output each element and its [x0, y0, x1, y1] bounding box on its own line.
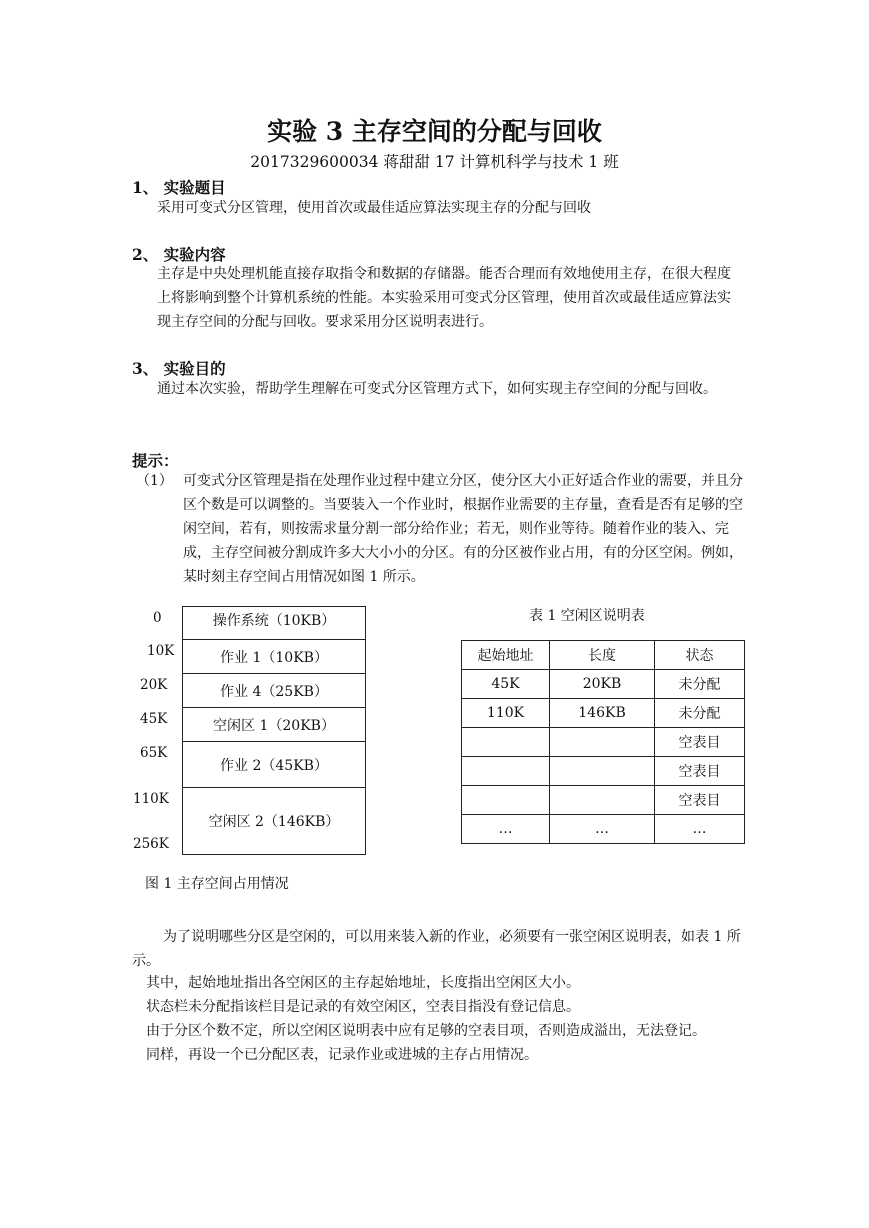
table-cell — [462, 786, 550, 815]
address-label: 65K — [140, 745, 168, 761]
table-cell — [550, 728, 655, 757]
address-label: 256K — [133, 836, 169, 852]
table-cell: 未分配 — [655, 699, 745, 728]
table-cell: … — [462, 815, 550, 844]
address-label: 45K — [140, 711, 168, 727]
section-3-heading: 3、 实验目的 — [132, 359, 226, 378]
memory-segment: 空闲区 2（146KB） — [208, 814, 340, 830]
section-2-heading: 2、 实验内容 — [132, 245, 226, 264]
table-cell: … — [655, 815, 745, 844]
table-row — [462, 815, 745, 844]
author-line: 2017329600034 蒋甜甜 17 计算机科学与技术 1 班 — [250, 153, 619, 171]
table-header-row — [462, 641, 745, 670]
address-label: 10K — [147, 643, 175, 659]
hint-heading: 提示： — [132, 451, 179, 470]
address-label: 20K — [140, 677, 168, 693]
table-cell — [462, 757, 550, 786]
table-row — [462, 728, 745, 757]
memory-segment: 操作系统（10KB） — [183, 607, 365, 640]
address-label: 110K — [133, 791, 169, 807]
table-header: 起始地址 — [462, 641, 550, 670]
page-title: 实验 3 主存空间的分配与回收 — [267, 117, 602, 146]
free-area-table — [461, 640, 745, 844]
hint-text: 可变式分区管理是指在处理作业过程中建立分区，使分区大小正好适合作业的需要，并且分区个数是可以调整的。当要装入一个作业时，根据作业需要的主存量，查看是否有足够的空闲空间，若有，则按需求量分割一部分给作业；若无，则作业等待。随着作业的装入、完成，主存空间被分割成许多大大小小的分区。有的分区被作业占用，有的分区空闲。例如，某时刻主存空间占用情况如图 1 所示。 — [183, 473, 743, 585]
memory-segment: 空闲区 1（20KB） — [183, 708, 365, 742]
table-cell: 空表目 — [655, 757, 745, 786]
body-line: 状态栏未分配指该栏目是记录的有效空闲区，空表目指没有登记信息。 — [146, 999, 580, 1015]
table-caption: 表 1 空闲区说明表 — [529, 608, 645, 624]
section-3-text: 通过本次实验，帮助学生理解在可变式分区管理方式下，如何实现主存空间的分配与回收。 — [157, 381, 717, 397]
section-1-text: 采用可变式分区管理，使用首次或最佳适应算法实现主存的分配与回收 — [157, 200, 591, 216]
table-cell: 110K — [462, 699, 550, 728]
memory-segment: 作业 1（10KB） — [183, 640, 365, 674]
table-cell: … — [550, 815, 655, 844]
table-cell: 45K — [462, 670, 550, 699]
table-header: 长度 — [550, 641, 655, 670]
section-1-heading: 1、 实验题目 — [132, 178, 226, 197]
memory-segment: 作业 2（45KB） — [183, 742, 365, 788]
table-header: 状态 — [655, 641, 745, 670]
memory-segment: 作业 4（25KB） — [183, 674, 365, 708]
table-cell: 空表目 — [655, 786, 745, 815]
table-cell: 空表目 — [655, 728, 745, 757]
address-label: 0 — [153, 610, 162, 626]
memory-map-box — [182, 606, 366, 855]
table-row — [462, 699, 745, 728]
section-2-text: 主存是中央处理机能直接存取指令和数据的存储器。能否合理而有效地使用主存，在很大程度上将影响到整个计算机系统的性能。本实验采用可变式分区管理，使用首次或最佳适应算法实现主存空间的分配与回收。要求采用分区说明表进行。 — [157, 266, 731, 330]
table-row — [462, 670, 745, 699]
table-row — [462, 757, 745, 786]
table-cell: 未分配 — [655, 670, 745, 699]
figure-caption: 图 1 主存空间占用情况 — [145, 876, 289, 892]
table-cell — [550, 757, 655, 786]
body-line: 其中，起始地址指出各空闲区的主存起始地址，长度指出空闲区大小。 — [146, 975, 580, 991]
body-paragraph: 为了说明哪些分区是空闲的，可以用来装入新的作业，必须要有一张空闲区说明表，如表 1 所示。 — [132, 929, 741, 969]
table-row — [462, 786, 745, 815]
hint-number: （1） — [136, 473, 173, 489]
table-cell — [550, 786, 655, 815]
table-cell: 146KB — [550, 699, 655, 728]
table-cell — [462, 728, 550, 757]
body-line: 同样，再设一个已分配区表，记录作业或进城的主存占用情况。 — [146, 1047, 538, 1063]
table-cell: 20KB — [550, 670, 655, 699]
body-line: 由于分区个数不定，所以空闲区说明表中应有足够的空表目项，否则造成溢出，无法登记。 — [146, 1023, 706, 1039]
